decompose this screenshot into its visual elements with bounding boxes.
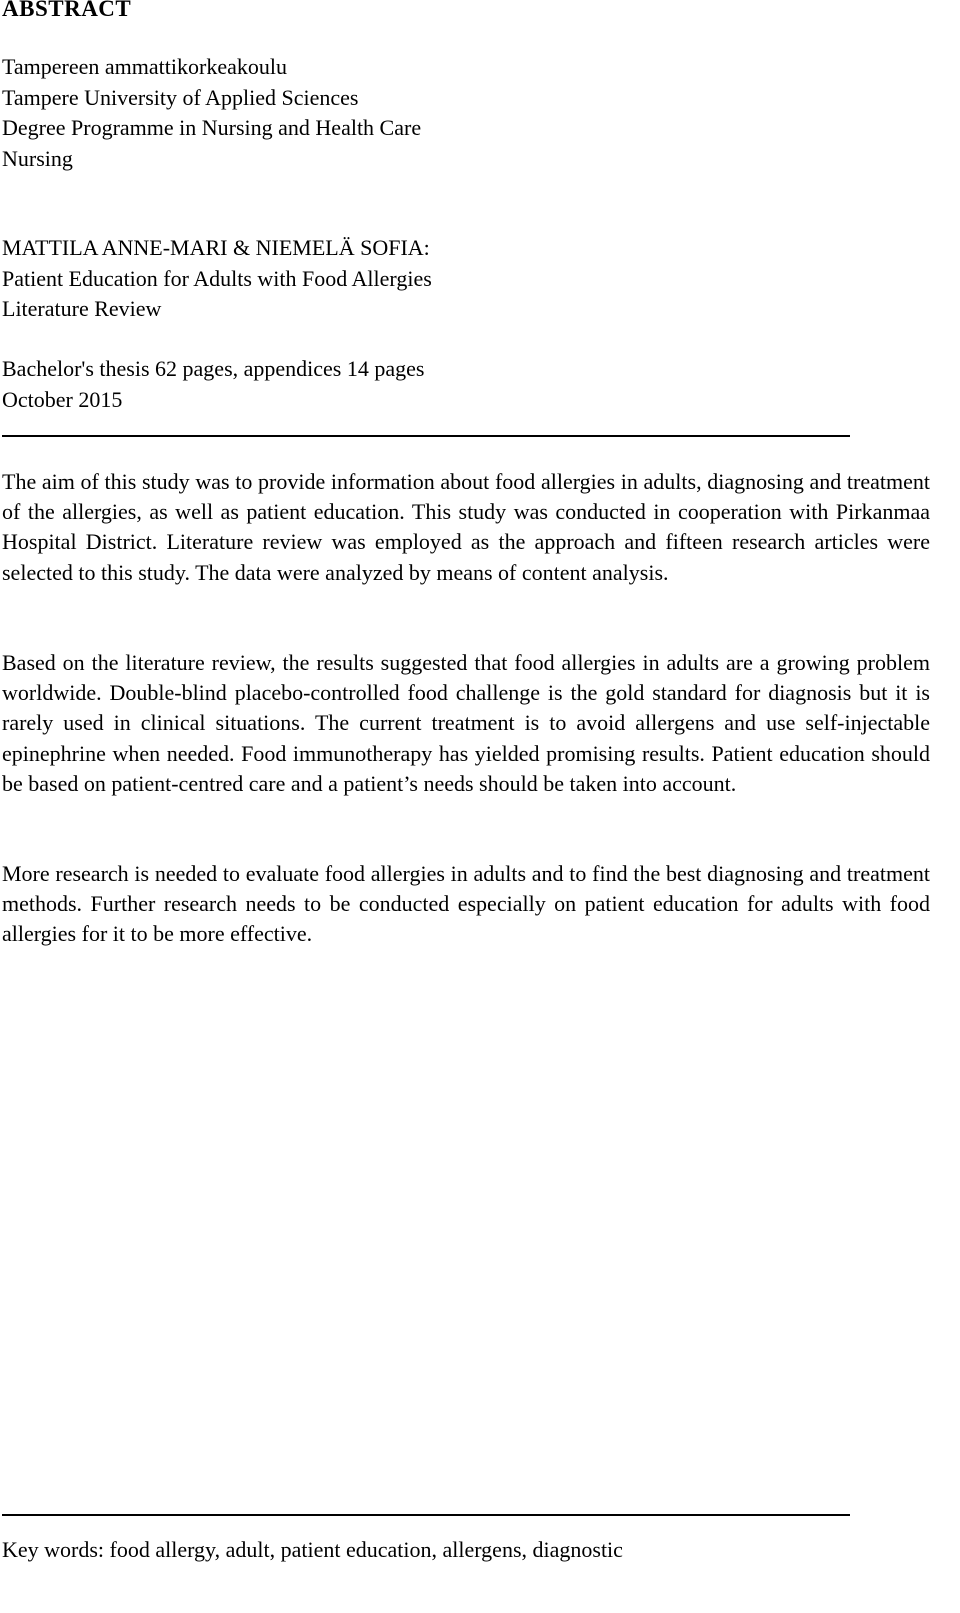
thesis-extent-block [2, 354, 424, 415]
institution-name-finnish: Tampereen ammattikorkeakoulu [2, 54, 287, 79]
thesis-date: October 2015 [2, 386, 123, 412]
institution-block [2, 52, 421, 174]
thesis-extent: Bachelor's thesis 62 pages, appendices 14 pages [2, 356, 425, 381]
page-title: ABSTRACT [2, 0, 132, 21]
thesis-title: Patient Education for Adults with Food Allergies [2, 265, 432, 291]
degree-programme: Degree Programme in Nursing and Health Care [2, 115, 422, 140]
thesis-subtitle: Literature Review [2, 296, 162, 321]
abstract-paragraph-aim: The aim of this study was to provide information about food allergies in adults, diagnosing and treatment of the allergies, as well as patient education. This study was conducted in cooperation with Pirkanmaa Hospital District. Literature review was employed as the approach and fifteen research articles were selected to this study. The data were analyzed by means of content analysis. [2, 469, 930, 585]
thesis-authors: MATTILA ANNE-MARI & NIEMELÄ SOFIA: [2, 235, 430, 260]
programme-option: Nursing [2, 145, 73, 171]
thesis-info-block [2, 233, 432, 325]
keywords-line: Key words: food allergy, adult, patient education, allergens, diagnostic [2, 1537, 623, 1562]
footer-divider [2, 1514, 850, 1516]
abstract-paragraph-conclusion: More research is needed to evaluate food allergies in adults and to find the best diagnosing and treatment methods. Further research needs to be conducted especially on patient education for adults with food allergies for it to be more effective. [2, 861, 930, 947]
abstract-paragraph-results: Based on the literature review, the results suggested that food allergies in adults are a growing problem worldwide. Double-blind placebo-controlled food challenge is the gold standard for diagnosis but it is rarely used in clinical situations. The current treatment is to avoid allergens and use self-injectable epinephrine when needed. Food immunotherapy has yielded promising results. Patient education should be based on patient-centred care and a patient’s needs should be taken into account. [2, 650, 930, 796]
institution-name-english: Tampere University of Applied Sciences [2, 84, 359, 110]
header-divider [2, 435, 850, 437]
